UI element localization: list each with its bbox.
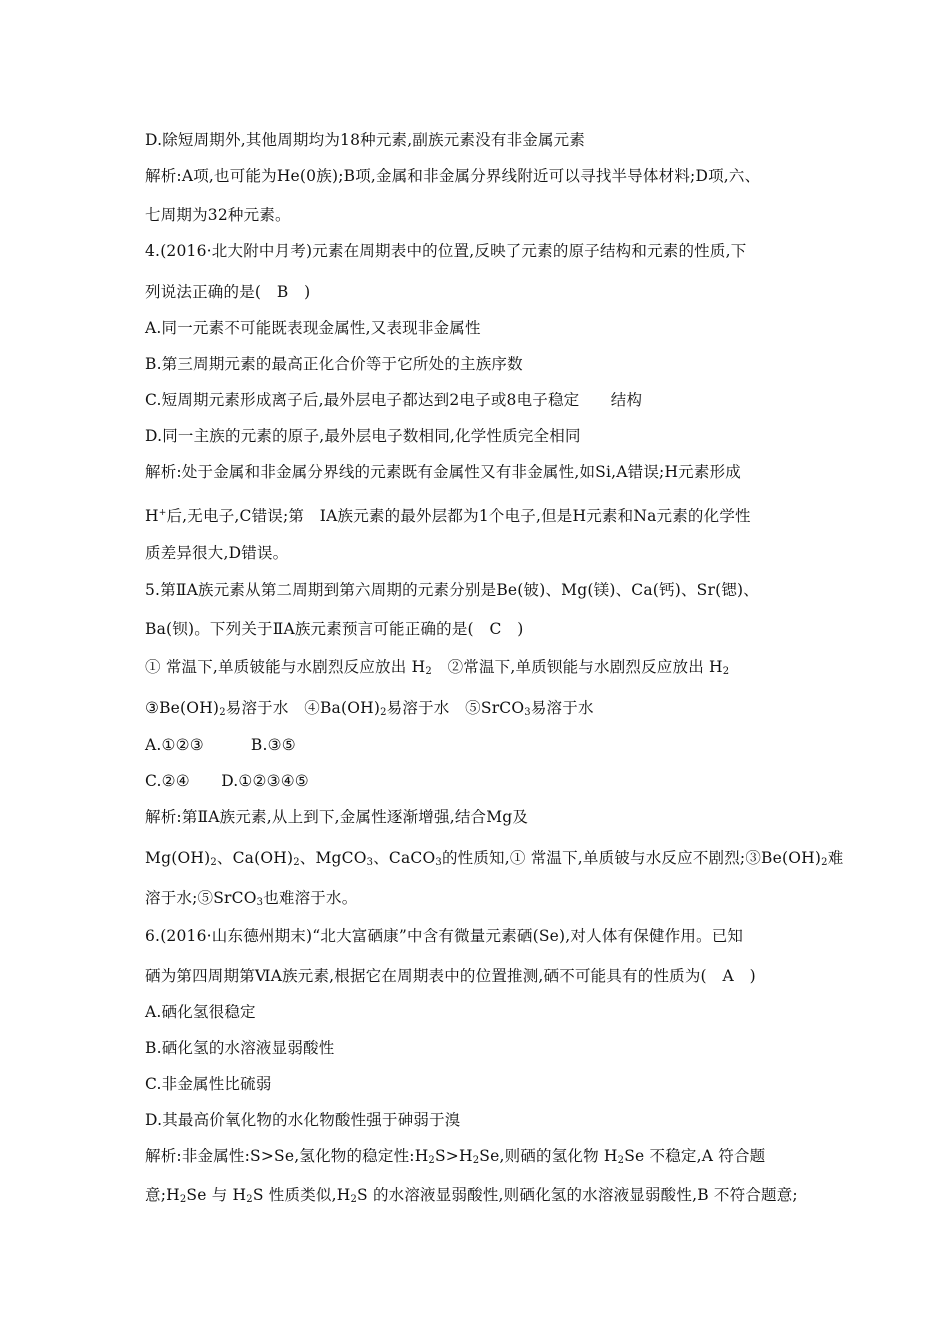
text-run: 易溶于水 ⑤SrCO xyxy=(386,699,525,717)
option-line: C.②④ D.①②③④⑤ xyxy=(145,772,309,790)
text-run: Mg(OH) xyxy=(145,849,211,867)
question-5-stem: 5.第ⅡA族元素从第二周期到第六周期的元素分别是Be(铍)、Mg(镁)、Ca(钙)、Sr(锶)、 xyxy=(145,581,759,599)
subscript: 2 xyxy=(350,1194,357,1205)
text-line: D.除短周期外,其他周期均为18种元素,副族元素没有非金属元素 xyxy=(145,131,586,149)
text-run: 溶于水;⑤SrCO xyxy=(145,889,257,907)
subscript: 2 xyxy=(425,666,432,677)
text-line: 质差异很大,D错误。 xyxy=(145,544,289,562)
text-run: 的性质知,① 常温下,单质铍与水反应不剧烈;③Be(OH) xyxy=(441,849,822,867)
text-run: S 性质类似,H xyxy=(252,1186,351,1204)
subscript: 2 xyxy=(722,666,730,677)
text-run: Se 与 H xyxy=(186,1186,247,1204)
text-line xyxy=(145,848,843,873)
text-run: 意;H xyxy=(145,1186,180,1204)
text-run: 、CaCO xyxy=(373,849,436,867)
subscript: 3 xyxy=(435,857,442,868)
text-line: 解析:第ⅡA族元素,从上到下,金属性逐渐增强,结合Mg及 xyxy=(145,808,529,826)
option-a: A.同一元素不可能既表现金属性,又表现非金属性 xyxy=(145,319,481,337)
text-line: 七周期为32种元素。 xyxy=(145,206,291,224)
option-b: B.第三周期元素的最高正化合价等于它所处的主族序数 xyxy=(145,355,523,373)
question-5-stem: Ba(钡)。下列关于ⅡA族元素预言可能正确的是( C ) xyxy=(145,620,524,638)
subscript: 2 xyxy=(380,707,387,718)
text-run: Se,则硒的氢化物 H xyxy=(479,1147,618,1165)
option-c: C.非金属性比硫弱 xyxy=(145,1075,272,1093)
text-run: 难 xyxy=(827,849,844,867)
text-run: S 的水溶液显弱酸性,则硒化氢的水溶液显弱酸性,B 不符合题意; xyxy=(357,1186,798,1204)
question-4-stem: 4.(2016·北大附中月考)元素在周期表中的位置,反映了元素的原子结构和元素的性质,下 xyxy=(145,242,747,260)
text-run: 也难溶于水。 xyxy=(263,889,358,907)
question-6-stem: 硒为第四周期第ⅥA族元素,根据它在周期表中的位置推测,硒不可能具有的性质为( A ) xyxy=(145,967,756,985)
subscript: 2 xyxy=(219,707,226,718)
text-line xyxy=(145,698,594,723)
text-line xyxy=(145,657,729,682)
question-6-stem: 6.(2016·山东德州期末)“北大富硒康”中含有微量元素硒(Se),对人体有保健作用。已知 xyxy=(145,927,744,945)
option-b: B.硒化氢的水溶液显弱酸性 xyxy=(145,1039,335,1057)
subscript: 3 xyxy=(366,857,374,868)
text-run: Se 不稳定,A 符合题 xyxy=(624,1147,766,1165)
text-line: 解析:处于金属和非金属分界线的元素既有金属性又有非金属性,如Si,A错误;H元素形成 xyxy=(145,463,741,481)
text-run: 、MgCO xyxy=(299,849,367,867)
text-run: S>H xyxy=(434,1147,473,1165)
subscript: 2 xyxy=(617,1155,625,1166)
text-line: H+后,无电子,C错误;第 ⅠA族元素的最外层都为1个电子,但是H元素和Na元素的化学性 xyxy=(145,507,751,525)
text-line xyxy=(145,1146,765,1171)
option-d: D.其最高价氧化物的水化物酸性强于砷弱于溴 xyxy=(145,1111,461,1129)
subscript: 2 xyxy=(428,1155,435,1166)
option-d: D.同一主族的元素的原子,最外层电子数相同,化学性质完全相同 xyxy=(145,427,581,445)
subscript: 2 xyxy=(179,1194,187,1205)
text-run: ① 常温下,单质铍能与水剧烈反应放出 H xyxy=(145,658,426,676)
option-c: C.短周期元素形成离子后,最外层电子都达到2电子或8电子稳定 结构 xyxy=(145,391,643,409)
question-4-stem: 列说法正确的是( B ) xyxy=(145,283,311,301)
subscript: 2 xyxy=(472,1155,480,1166)
text-run: 解析:非金属性:S>Se,氢化物的稳定性:H xyxy=(145,1147,429,1165)
text-run: ②常温下,单质钡能与水剧烈反应放出 H xyxy=(431,658,723,676)
option-line: A.①②③ B.③⑤ xyxy=(145,736,296,754)
text-line xyxy=(145,888,357,913)
text-run: 易溶于水 xyxy=(530,699,594,717)
subscript: 2 xyxy=(293,857,300,868)
option-a: A.硒化氢很稳定 xyxy=(145,1003,256,1021)
text-run: 易溶于水 ④Ba(OH) xyxy=(225,699,381,717)
text-line xyxy=(145,1185,798,1210)
text-line: 解析:A项,也可能为He(0族);B项,金属和非金属分界线附近可以寻找半导体材料;D项,六、 xyxy=(145,167,761,185)
subscript: 3 xyxy=(256,897,264,908)
subscript: 3 xyxy=(524,707,531,718)
text-run: 、Ca(OH) xyxy=(216,849,294,867)
text-run: ③Be(OH) xyxy=(145,699,220,717)
subscript: 2 xyxy=(821,857,828,868)
subscript: 2 xyxy=(210,857,217,868)
subscript: 2 xyxy=(246,1194,253,1205)
